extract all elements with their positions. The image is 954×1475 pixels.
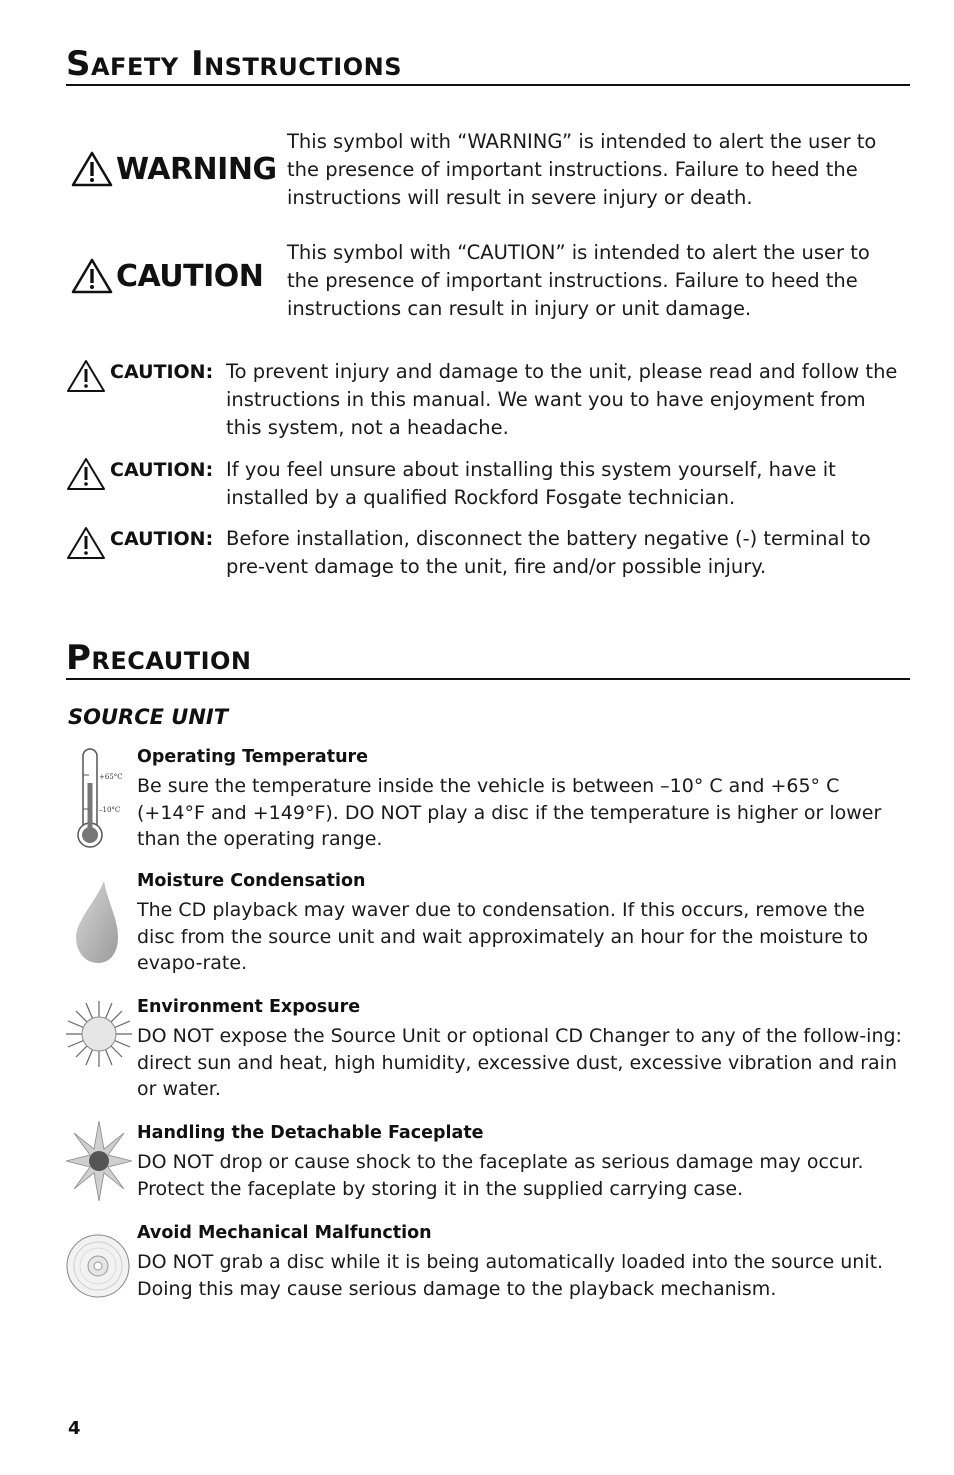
item-title: Handling the Detachable Faceplate	[137, 1123, 484, 1143]
item-text: Be sure the temperature inside the vehicle is between –10° C and +65° C (+14°F and +149°F). DO NOT play a disc if the temperature is higher or lower than the operating range.	[137, 775, 882, 850]
impact-burst-icon	[66, 1121, 132, 1201]
caution-note-label: CAUTION:	[110, 361, 214, 383]
warning-triangle-icon	[66, 457, 106, 491]
item-title: Moisture Condensation	[137, 871, 366, 891]
subsection-title: SOURCE UNIT	[68, 705, 229, 729]
caution-note-text: To prevent injury and damage to the unit, please read and follow the instructions in this manual. We want you to have enjoyment from this system, not a headache.	[226, 360, 898, 439]
item-title: Operating Temperature	[137, 747, 369, 767]
warning-word: WARNING	[116, 151, 277, 187]
caution-description: This symbol with “CAUTION” is intended to alert the user to the presence of important instructions. Failure to heed the instructions can result in injury or unit damage.	[287, 241, 870, 320]
thermometer-low-label: –10°C	[99, 806, 121, 814]
thermometer-icon	[66, 745, 126, 851]
page-number: 4	[68, 1418, 81, 1439]
item-text: DO NOT drop or cause shock to the faceplate as serious damage may occur. Protect the faceplate by storing it in the supplied carrying case.	[137, 1151, 864, 1200]
item-text: DO NOT grab a disc while it is being automatically loaded into the source unit. Doing this may cause serious damage to the playback mechanism.	[137, 1251, 884, 1300]
thermometer-high-label: +65°C	[99, 773, 123, 781]
caution-note-text: If you feel unsure about installing this system yourself, have it installed by a qualified Rockford Fosgate technician.	[226, 458, 836, 509]
section-title-safety: Safety Instructions	[66, 46, 910, 86]
item-text: DO NOT expose the Source Unit or optional CD Changer to any of the follow-ing: direct sun and heat, high humidity, excessive dust, excessive vibration and rain or water.	[137, 1025, 902, 1100]
caution-note-label: CAUTION:	[110, 459, 214, 481]
item-text: The CD playback may waver due to condensation. If this occurs, remove the disc from the source unit and wait approximately an hour for the moisture to evapo-rate.	[137, 899, 869, 974]
caution-word: CAUTION	[116, 258, 264, 294]
warning-symbol-label	[70, 150, 277, 188]
item-title: Environment Exposure	[137, 997, 361, 1017]
caution-note-label: CAUTION:	[110, 528, 214, 550]
caution-note-text: Before installation, disconnect the battery negative (-) terminal to pre-vent damage to the unit, fire and/or possible injury.	[226, 527, 871, 578]
caution-symbol-label	[70, 257, 263, 295]
warning-triangle-icon	[66, 526, 106, 560]
water-drop-icon	[66, 879, 126, 971]
warning-description: This symbol with “WARNING” is intended to alert the user to the presence of important instructions. Failure to heed the instructions will result in severe injury or death.	[287, 130, 877, 209]
section-title-precaution: Precaution	[66, 640, 910, 680]
warning-triangle-icon	[70, 150, 114, 188]
item-title: Avoid Mechanical Malfunction	[137, 1223, 432, 1243]
warning-triangle-icon	[70, 257, 114, 295]
warning-triangle-icon	[66, 359, 106, 393]
sun-icon	[66, 999, 132, 1069]
disc-icon	[66, 1233, 132, 1299]
